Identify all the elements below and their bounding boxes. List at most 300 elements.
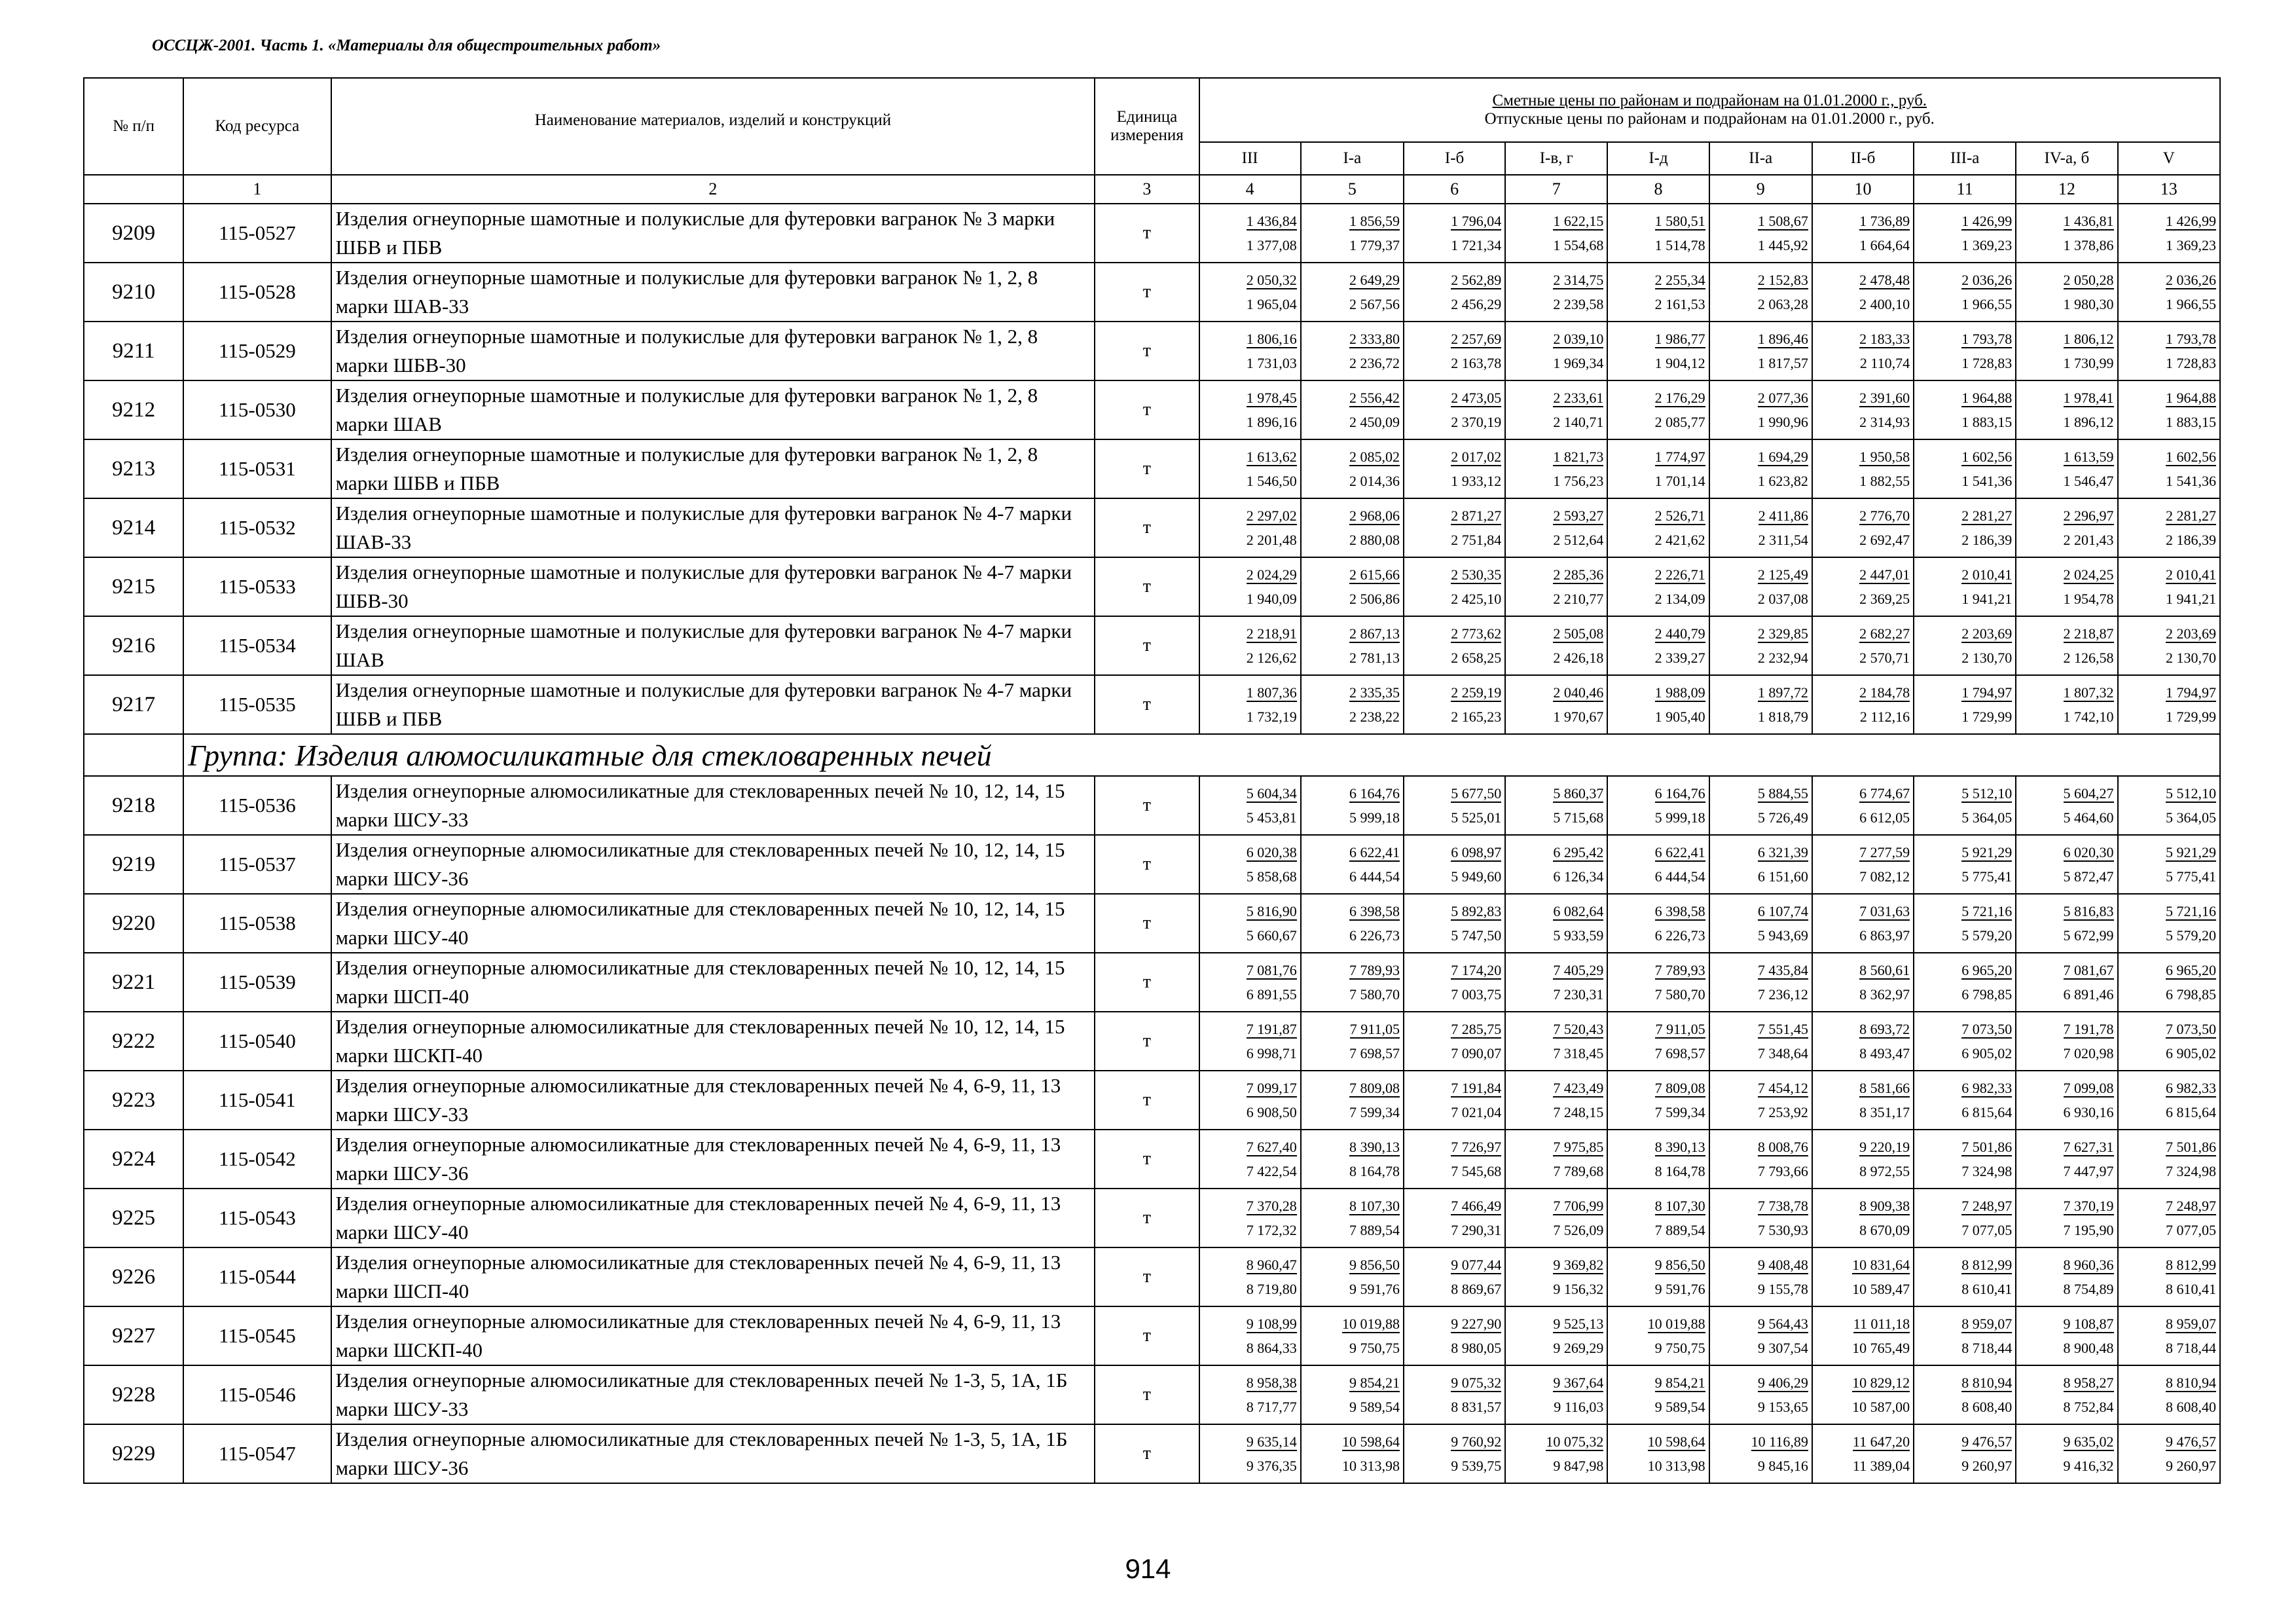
estimate-price: 2 050,28 bbox=[2063, 271, 2114, 288]
price-cell bbox=[1607, 1365, 1709, 1424]
unit: т bbox=[1095, 557, 1199, 616]
estimate-price: 9 406,29 bbox=[1757, 1374, 1808, 1391]
release-price: 5 453,81 bbox=[1246, 809, 1297, 826]
price-cell bbox=[1709, 380, 1812, 439]
price-cell bbox=[1607, 835, 1709, 894]
release-price: 6 891,46 bbox=[2063, 986, 2114, 1003]
price-cell bbox=[1812, 675, 1914, 734]
price-cell bbox=[1812, 557, 1914, 616]
estimate-price: 2 285,36 bbox=[1553, 566, 1604, 583]
price-cell bbox=[1607, 1247, 1709, 1306]
estimate-price: 2 255,34 bbox=[1654, 271, 1705, 288]
release-price: 7 789,68 bbox=[1553, 1162, 1604, 1179]
estimate-price: 10 829,12 bbox=[1852, 1374, 1910, 1391]
estimate-price: 9 408,48 bbox=[1757, 1256, 1808, 1273]
price-cell bbox=[1505, 1306, 1607, 1365]
estimate-price: 7 789,93 bbox=[1654, 961, 1705, 978]
estimate-price: 10 831,64 bbox=[1852, 1256, 1910, 1273]
column-number-blank bbox=[84, 175, 183, 204]
estimate-price: 8 581,66 bbox=[1859, 1079, 1910, 1096]
estimate-price: 2 411,86 bbox=[1758, 507, 1808, 524]
price-cell bbox=[1404, 1247, 1505, 1306]
release-price: 7 236,12 bbox=[1757, 986, 1808, 1003]
release-price: 2 238,22 bbox=[1349, 708, 1400, 725]
release-price: 1 541,36 bbox=[2166, 472, 2216, 489]
estimate-price: 6 965,20 bbox=[2166, 961, 2216, 978]
price-cell bbox=[1709, 616, 1812, 675]
row-number: 9215 bbox=[84, 557, 183, 616]
release-price: 6 908,50 bbox=[1246, 1103, 1297, 1120]
price-cell bbox=[2016, 894, 2117, 953]
price-cell bbox=[1914, 263, 2016, 322]
release-price: 6 151,60 bbox=[1757, 868, 1808, 885]
release-price: 1 954,78 bbox=[2063, 590, 2114, 607]
price-table bbox=[83, 77, 2221, 1484]
release-price: 5 660,67 bbox=[1246, 927, 1297, 944]
price-cell bbox=[1199, 380, 1301, 439]
price-cell bbox=[1199, 1130, 1301, 1189]
material-name: Изделия огнеупорные шамотные и полукислые для футеровки вагранок № 4-7 марки ШБВ и ПБВ bbox=[331, 675, 1095, 734]
release-price: 6 444,54 bbox=[1349, 868, 1400, 885]
resource-code: 115-0545 bbox=[183, 1306, 331, 1365]
estimate-price: 5 721,16 bbox=[2166, 902, 2216, 919]
price-cell bbox=[1709, 1247, 1812, 1306]
price-cell bbox=[1505, 263, 1607, 322]
estimate-price: 8 812,99 bbox=[2166, 1256, 2216, 1273]
estimate-price: 10 116,89 bbox=[1751, 1433, 1808, 1450]
price-cell bbox=[2016, 322, 2117, 380]
table-row bbox=[84, 1189, 2220, 1247]
price-cell bbox=[1199, 1189, 1301, 1247]
release-price: 1 941,21 bbox=[2166, 590, 2216, 607]
price-cell bbox=[1404, 1424, 1505, 1483]
estimate-price: 2 040,46 bbox=[1553, 684, 1604, 701]
estimate-price: 5 816,90 bbox=[1246, 902, 1297, 919]
release-price: 8 718,44 bbox=[2166, 1339, 2216, 1356]
estimate-price: 7 073,50 bbox=[2166, 1020, 2216, 1037]
price-cell bbox=[2016, 1071, 2117, 1130]
price-cell bbox=[1709, 322, 1812, 380]
price-cell bbox=[1914, 439, 2016, 498]
group-title: Группа: Изделия алюмосиликатные для стекловаренных печей bbox=[183, 734, 2220, 776]
estimate-price: 2 281,27 bbox=[2166, 507, 2216, 524]
estimate-price: 2 562,89 bbox=[1451, 271, 1502, 288]
estimate-price: 2 203,69 bbox=[1961, 625, 2013, 642]
release-price: 2 314,93 bbox=[1859, 413, 1910, 430]
resource-code: 115-0540 bbox=[183, 1012, 331, 1071]
release-price: 2 165,23 bbox=[1451, 708, 1502, 725]
release-price: 6 226,73 bbox=[1349, 927, 1400, 944]
release-price: 1 779,37 bbox=[1349, 236, 1400, 253]
price-cell bbox=[1404, 1189, 1505, 1247]
price-cell bbox=[1914, 675, 2016, 734]
price-cell bbox=[1404, 1130, 1505, 1189]
estimate-price: 1 964,88 bbox=[2166, 389, 2216, 406]
estimate-price: 6 398,58 bbox=[1349, 902, 1400, 919]
release-price: 6 905,02 bbox=[2166, 1044, 2216, 1061]
price-cell bbox=[1404, 675, 1505, 734]
estimate-price: 2 296,97 bbox=[2063, 507, 2114, 524]
release-price: 8 608,40 bbox=[2166, 1398, 2216, 1415]
column-number: 11 bbox=[1914, 175, 2016, 204]
price-cell bbox=[1404, 204, 1505, 263]
price-cell bbox=[2118, 498, 2220, 557]
estimate-price: 7 466,49 bbox=[1451, 1197, 1502, 1214]
estimate-price: 5 604,27 bbox=[2063, 784, 2114, 802]
estimate-price: 9 564,43 bbox=[1757, 1315, 1808, 1332]
estimate-price: 1 793,78 bbox=[2166, 330, 2216, 347]
unit: т bbox=[1095, 1365, 1199, 1424]
table-row bbox=[84, 1365, 2220, 1424]
price-cell bbox=[1505, 616, 1607, 675]
price-cell bbox=[1709, 263, 1812, 322]
price-cell bbox=[2118, 1189, 2220, 1247]
price-cell bbox=[1404, 380, 1505, 439]
estimate-price: 2 176,29 bbox=[1654, 389, 1705, 406]
price-cell bbox=[2016, 675, 2117, 734]
price-cell bbox=[1812, 263, 1914, 322]
resource-code: 115-0541 bbox=[183, 1071, 331, 1130]
release-price: 8 864,33 bbox=[1246, 1339, 1297, 1356]
estimate-price: 2 329,85 bbox=[1757, 625, 1808, 642]
price-cell bbox=[1607, 894, 1709, 953]
price-cell bbox=[1914, 322, 2016, 380]
estimate-price: 9 856,50 bbox=[1654, 1256, 1705, 1273]
price-cell bbox=[1607, 204, 1709, 263]
estimate-price: 8 909,38 bbox=[1859, 1197, 1910, 1214]
price-cell bbox=[1404, 1071, 1505, 1130]
price-cell bbox=[1812, 439, 1914, 498]
release-price: 7 447,97 bbox=[2063, 1162, 2114, 1179]
price-cell bbox=[1404, 835, 1505, 894]
price-cell bbox=[1709, 675, 1812, 734]
release-price: 2 112,16 bbox=[1859, 708, 1910, 725]
table-row bbox=[84, 953, 2220, 1012]
release-price: 9 116,03 bbox=[1554, 1398, 1604, 1415]
price-cell bbox=[1812, 776, 1914, 835]
estimate-price: 7 911,05 bbox=[1349, 1020, 1400, 1037]
table-row bbox=[84, 557, 2220, 616]
estimate-price: 8 960,36 bbox=[2063, 1256, 2114, 1273]
price-cell bbox=[1199, 675, 1301, 734]
price-cell bbox=[1505, 894, 1607, 953]
column-number: 1 bbox=[183, 175, 331, 204]
estimate-price: 2 478,48 bbox=[1859, 271, 1910, 288]
release-price: 6 930,16 bbox=[2063, 1103, 2114, 1120]
price-cell bbox=[1709, 498, 1812, 557]
price-cell bbox=[1199, 498, 1301, 557]
estimate-price: 2 556,42 bbox=[1349, 389, 1400, 406]
release-price: 2 370,19 bbox=[1451, 413, 1502, 430]
estimate-price: 2 968,06 bbox=[1349, 507, 1400, 524]
estimate-price: 1 436,84 bbox=[1246, 212, 1297, 229]
unit: т bbox=[1095, 835, 1199, 894]
estimate-price: 6 321,39 bbox=[1757, 843, 1808, 860]
material-name: Изделия огнеупорные шамотные и полукислые для футеровки вагранок № 4-7 марки ШАВ-33 bbox=[331, 498, 1095, 557]
price-cell bbox=[1607, 1306, 1709, 1365]
estimate-price: 11 011,18 bbox=[1853, 1315, 1910, 1332]
estimate-price: 7 911,05 bbox=[1655, 1020, 1705, 1037]
release-price: 1 883,15 bbox=[1961, 413, 2013, 430]
release-price: 9 845,16 bbox=[1757, 1457, 1808, 1474]
release-price: 1 742,10 bbox=[2063, 708, 2114, 725]
price-cell bbox=[1812, 835, 1914, 894]
price-cell bbox=[1709, 1071, 1812, 1130]
estimate-price: 2 152,83 bbox=[1757, 271, 1808, 288]
price-cell bbox=[1301, 204, 1404, 263]
table-row bbox=[84, 498, 2220, 557]
price-cell bbox=[1505, 1365, 1607, 1424]
estimate-price: 2 593,27 bbox=[1553, 507, 1604, 524]
price-cell bbox=[2016, 616, 2117, 675]
price-cell bbox=[2118, 1130, 2220, 1189]
release-price: 1 445,92 bbox=[1757, 236, 1808, 253]
estimate-price: 8 008,76 bbox=[1757, 1138, 1808, 1155]
estimate-price: 10 598,64 bbox=[1647, 1433, 1705, 1450]
unit: т bbox=[1095, 894, 1199, 953]
estimate-price: 2 010,41 bbox=[2166, 566, 2216, 583]
release-price: 5 943,69 bbox=[1757, 927, 1808, 944]
estimate-price: 2 077,36 bbox=[1757, 389, 1808, 406]
release-price: 1 728,83 bbox=[2166, 354, 2216, 371]
row-number: 9222 bbox=[84, 1012, 183, 1071]
price-cell bbox=[1404, 1012, 1505, 1071]
release-price: 1 940,09 bbox=[1246, 590, 1297, 607]
release-price: 1 980,30 bbox=[2063, 295, 2114, 312]
estimate-price: 1 602,56 bbox=[1961, 448, 2013, 465]
price-cell bbox=[1199, 322, 1301, 380]
release-price: 2 425,10 bbox=[1451, 590, 1502, 607]
header-name: Наименование материалов, изделий и конструкций bbox=[331, 78, 1095, 175]
estimate-price: 7 405,29 bbox=[1553, 961, 1604, 978]
price-cell bbox=[1301, 1247, 1404, 1306]
price-cell bbox=[1709, 776, 1812, 835]
header-unit: Единица измерения bbox=[1095, 78, 1199, 175]
estimate-price: 6 107,74 bbox=[1757, 902, 1808, 919]
price-cell bbox=[1199, 835, 1301, 894]
resource-code: 115-0544 bbox=[183, 1247, 331, 1306]
column-number: 9 bbox=[1709, 175, 1812, 204]
estimate-price: 7 551,45 bbox=[1757, 1020, 1808, 1037]
release-price: 11 389,04 bbox=[1852, 1457, 1910, 1474]
price-cell bbox=[1914, 1247, 2016, 1306]
release-price: 9 269,29 bbox=[1553, 1339, 1604, 1356]
row-number: 9214 bbox=[84, 498, 183, 557]
price-cell bbox=[1914, 1189, 2016, 1247]
release-price: 1 966,55 bbox=[1961, 295, 2013, 312]
resource-code: 115-0530 bbox=[183, 380, 331, 439]
price-cell bbox=[2118, 557, 2220, 616]
release-price: 8 831,57 bbox=[1451, 1398, 1502, 1415]
estimate-price: 1 580,51 bbox=[1654, 212, 1705, 229]
estimate-price: 7 520,43 bbox=[1553, 1020, 1604, 1037]
price-cell bbox=[1505, 776, 1607, 835]
release-price: 5 579,20 bbox=[2166, 927, 2216, 944]
price-cell bbox=[1709, 204, 1812, 263]
price-cell bbox=[2016, 1189, 2117, 1247]
release-price: 5 364,05 bbox=[2166, 809, 2216, 826]
price-cell bbox=[1709, 835, 1812, 894]
price-cell bbox=[1505, 439, 1607, 498]
price-cell bbox=[2118, 894, 2220, 953]
estimate-price: 10 019,88 bbox=[1341, 1315, 1400, 1332]
estimate-price: 5 921,29 bbox=[1961, 843, 2013, 860]
release-price: 1 756,23 bbox=[1553, 472, 1604, 489]
estimate-price: 5 721,16 bbox=[1961, 902, 2013, 919]
release-price: 1 970,67 bbox=[1553, 708, 1604, 725]
unit: т bbox=[1095, 498, 1199, 557]
estimate-price: 1 774,97 bbox=[1654, 448, 1705, 465]
release-price: 8 362,97 bbox=[1859, 986, 1910, 1003]
estimate-price: 1 978,45 bbox=[1246, 389, 1297, 406]
release-price: 1 623,82 bbox=[1757, 472, 1808, 489]
price-cell bbox=[2118, 1424, 2220, 1483]
estimate-price: 1 794,97 bbox=[1961, 684, 2013, 701]
price-cell bbox=[2016, 557, 2117, 616]
price-cell bbox=[1301, 557, 1404, 616]
estimate-price: 6 982,33 bbox=[1961, 1079, 2013, 1096]
price-cell bbox=[1505, 675, 1607, 734]
release-price: 1 729,99 bbox=[2166, 708, 2216, 725]
price-cell bbox=[1607, 1130, 1709, 1189]
estimate-price: 8 107,30 bbox=[1654, 1197, 1705, 1214]
price-cell bbox=[1607, 557, 1709, 616]
price-cell bbox=[1301, 1306, 1404, 1365]
estimate-price: 2 010,41 bbox=[1961, 566, 2013, 583]
material-name: Изделия огнеупорные шамотные и полукислые для футеровки вагранок № 3 марки ШБВ и ПБВ bbox=[331, 204, 1095, 263]
estimate-price: 9 220,19 bbox=[1859, 1138, 1910, 1155]
resource-code: 115-0528 bbox=[183, 263, 331, 322]
estimate-price: 2 447,01 bbox=[1859, 566, 1910, 583]
release-price: 2 450,09 bbox=[1349, 413, 1400, 430]
release-price: 7 248,15 bbox=[1553, 1103, 1604, 1120]
estimate-price: 2 615,66 bbox=[1349, 566, 1400, 583]
price-cell bbox=[2016, 1247, 2117, 1306]
release-price: 9 156,32 bbox=[1553, 1280, 1604, 1297]
row-number: 9229 bbox=[84, 1424, 183, 1483]
group-row bbox=[84, 734, 2220, 776]
release-price: 2 512,64 bbox=[1553, 531, 1604, 548]
resource-code: 115-0547 bbox=[183, 1424, 331, 1483]
estimate-price: 7 099,08 bbox=[2063, 1079, 2114, 1096]
price-cell bbox=[2016, 263, 2117, 322]
estimate-price: 1 793,78 bbox=[1961, 330, 2013, 347]
estimate-price: 5 816,83 bbox=[2063, 902, 2114, 919]
estimate-price: 8 960,47 bbox=[1246, 1256, 1297, 1273]
region-header: I-б bbox=[1404, 142, 1505, 175]
region-header: IV-а, б bbox=[2016, 142, 2117, 175]
estimate-price: 1 897,72 bbox=[1757, 684, 1808, 701]
estimate-price: 2 050,32 bbox=[1246, 271, 1297, 288]
estimate-price: 2 259,19 bbox=[1451, 684, 1502, 701]
release-price: 2 692,47 bbox=[1859, 531, 1910, 548]
row-number: 9219 bbox=[84, 835, 183, 894]
price-cell bbox=[1914, 1130, 2016, 1189]
price-cell bbox=[1404, 616, 1505, 675]
release-price: 5 949,60 bbox=[1451, 868, 1502, 885]
price-cell bbox=[1914, 953, 2016, 1012]
release-price: 7 599,34 bbox=[1349, 1103, 1400, 1120]
release-price: 2 085,77 bbox=[1654, 413, 1705, 430]
price-cell bbox=[2118, 439, 2220, 498]
estimate-price: 7 738,78 bbox=[1757, 1197, 1808, 1214]
release-price: 10 313,98 bbox=[1647, 1457, 1705, 1474]
price-cell bbox=[1914, 1424, 2016, 1483]
price-cell bbox=[1914, 1365, 2016, 1424]
estimate-price: 9 635,14 bbox=[1246, 1433, 1297, 1450]
estimate-price: 2 526,71 bbox=[1654, 507, 1705, 524]
estimate-price: 8 958,38 bbox=[1246, 1374, 1297, 1391]
release-price: 7 698,57 bbox=[1654, 1044, 1705, 1061]
release-price: 2 339,27 bbox=[1654, 649, 1705, 666]
estimate-price: 1 426,99 bbox=[1961, 212, 2013, 229]
price-cell bbox=[1709, 1306, 1812, 1365]
price-cell bbox=[1301, 616, 1404, 675]
release-price: 1 905,40 bbox=[1654, 708, 1705, 725]
price-cell bbox=[2118, 1306, 2220, 1365]
release-price: 1 896,12 bbox=[2063, 413, 2114, 430]
estimate-price: 7 285,75 bbox=[1451, 1020, 1502, 1037]
estimate-price: 2 314,75 bbox=[1553, 271, 1604, 288]
release-price: 2 426,18 bbox=[1553, 649, 1604, 666]
release-price: 8 610,41 bbox=[2166, 1280, 2216, 1297]
release-price: 7 230,31 bbox=[1553, 986, 1604, 1003]
header-code: Код ресурса bbox=[183, 78, 331, 175]
release-price: 5 872,47 bbox=[2063, 868, 2114, 885]
release-price: 7 599,34 bbox=[1654, 1103, 1705, 1120]
price-cell bbox=[1607, 498, 1709, 557]
estimate-price: 8 959,07 bbox=[1961, 1315, 2013, 1332]
price-cell bbox=[1812, 1424, 1914, 1483]
price-cell bbox=[1709, 1012, 1812, 1071]
row-number: 9211 bbox=[84, 322, 183, 380]
price-cell bbox=[1607, 1189, 1709, 1247]
price-cell bbox=[1607, 263, 1709, 322]
column-number: 7 bbox=[1505, 175, 1607, 204]
release-price: 9 260,97 bbox=[2166, 1457, 2216, 1474]
release-price: 7 077,05 bbox=[2166, 1221, 2216, 1238]
row-number: 9213 bbox=[84, 439, 183, 498]
price-cell bbox=[1301, 1012, 1404, 1071]
estimate-price: 1 806,12 bbox=[2063, 330, 2114, 347]
release-price: 8 752,84 bbox=[2063, 1398, 2114, 1415]
row-number: 9210 bbox=[84, 263, 183, 322]
release-price: 8 719,80 bbox=[1246, 1280, 1297, 1297]
column-number: 2 bbox=[331, 175, 1095, 204]
estimate-price: 1 950,58 bbox=[1859, 448, 1910, 465]
release-price: 5 775,41 bbox=[1961, 868, 2013, 885]
material-name: Изделия огнеупорные алюмосиликатные для стекловаренных печей № 4, 6-9, 11, 13 марки ШСП-40 bbox=[331, 1247, 1095, 1306]
release-price: 5 464,60 bbox=[2063, 809, 2114, 826]
price-cell bbox=[1301, 1130, 1404, 1189]
release-price: 2 781,13 bbox=[1349, 649, 1400, 666]
price-cell bbox=[1404, 953, 1505, 1012]
price-cell bbox=[1505, 1012, 1607, 1071]
estimate-price: 7 501,86 bbox=[2166, 1138, 2216, 1155]
price-cell bbox=[1812, 1365, 1914, 1424]
release-price: 2 014,36 bbox=[1349, 472, 1400, 489]
estimate-price: 9 854,21 bbox=[1654, 1374, 1705, 1391]
unit: т bbox=[1095, 776, 1199, 835]
release-price: 9 539,75 bbox=[1451, 1457, 1502, 1474]
release-price: 1 731,03 bbox=[1246, 354, 1297, 371]
estimate-price: 2 024,29 bbox=[1246, 566, 1297, 583]
release-price: 7 324,98 bbox=[1961, 1162, 2013, 1179]
release-price: 1 896,16 bbox=[1246, 413, 1297, 430]
price-cell bbox=[1404, 439, 1505, 498]
estimate-price: 7 370,28 bbox=[1246, 1197, 1297, 1214]
price-cell bbox=[1301, 1071, 1404, 1130]
